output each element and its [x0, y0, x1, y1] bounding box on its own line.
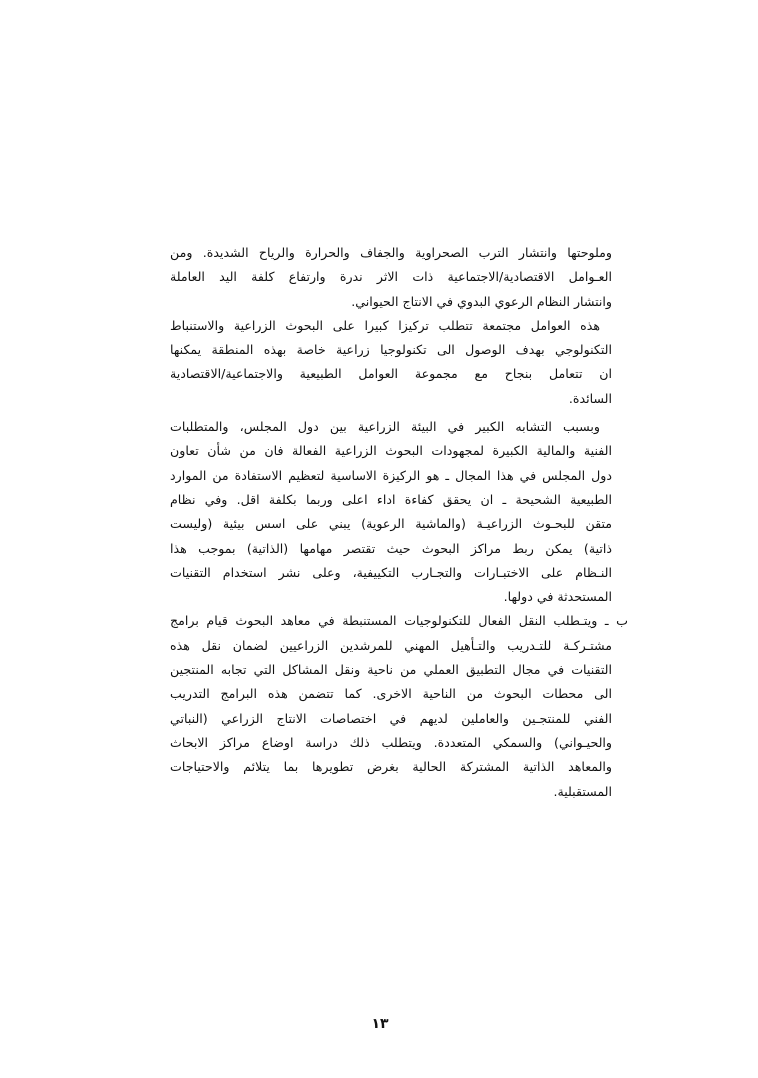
text-line: وانتشار النظام الرعوي البدوي في الانتاج الحيواني. — [351, 293, 612, 309]
paragraph — [170, 314, 612, 411]
text-line: ب ـ ويتـطلب النقل الفعال للتكنولوجيات المستنبطة في معاهد البحوث قيام برامج — [170, 613, 628, 629]
paragraph — [170, 415, 612, 609]
text-line: ذاتية) يمكن ربط مراكز البحوث حيث تقتصر مهامها (الذاتية) بموجب هذا — [170, 540, 612, 556]
text-line: متقن للبحـوث الزراعيـة (والماشية الرعوية) يبني على اسس بيئية (وليست — [170, 516, 612, 532]
text-line: وملوحتها وانتشار الترب الصحراوية والجفاف والحرارة والرياح الشديدة. ومن — [170, 245, 612, 260]
text-line: مشتـركـة للتـدريب والتـأهيل المهني للمرشدين الزراعيين لضمان نقل هذه — [170, 637, 612, 653]
text-line: الفنية والمالية الكبيرة لمجهودات البحوث الزراعية الفعالة فان من شأن تعاون — [170, 443, 612, 459]
text-line: الى محطات البحوث من الناحية الاخرى. كما تتضمن هذه البرامج التدريب — [170, 686, 612, 702]
text-line: المستحدثة في دولها. — [503, 589, 612, 605]
text-line: الطبيعية الشحيحة ـ ان يحقق كفاءة اداء اعلى وربما بكلفة اقل. وفي نظام — [170, 491, 612, 507]
text-line: النـظام على الاختبـارات والتجـارب التكييفية، وعلى نشر استخدام التقنيات — [170, 564, 612, 580]
text-line: السائدة. — [568, 390, 612, 406]
text-line: وبسبب التشابه الكبير في البيئة الزراعية بين دول المجلس، والمتطلبات — [170, 419, 600, 435]
text-line: والمعاهد الذاتية المشتركة الحالية بغرض تطويرها بما يتلائم والاحتياجات — [170, 759, 612, 775]
text-line: الفني للمنتجـين والعاملين لديهم في اختصاصات الانتاج الزراعي (النباتي — [170, 710, 612, 726]
text-line: التكنولوجي بهدف الوصول الى تكنولوجيا زراعية خاصة بهذه المنطقة يمكنها — [170, 342, 612, 358]
body-text — [170, 241, 628, 804]
text-line: ان تتعامل بنجاح مع مجموعة العوامل الطبيعية والاجتماعية/الاقتصادية — [170, 366, 612, 382]
page-number: ١٣ — [371, 1016, 389, 1032]
text-line: دول المجلس في هذا المجال ـ هو الركيزة الاساسية لتعظيم الاستفادة من الموارد — [170, 467, 612, 483]
text-line: العـوامل الاقتصادية/الاجتماعية ذات الاثر ندرة وارتفاع كلفة اليد العاملة — [170, 269, 612, 285]
text-line: هذه العوامل مجتمعة تتطلب تركيزا كبيرا على البحوث الزراعية والاستنباط — [170, 317, 600, 333]
text-line: التقنيات في مجال التطبيق العملي من ناحية ونقل المشاكل التي تجابه المنتجين — [170, 662, 612, 678]
paragraph — [170, 241, 612, 314]
text-line: والحيـواني) والسمكي المتعددة. ويتطلب ذلك دراسة اوضاع مراكز الابحاث — [170, 734, 612, 750]
text-line: المستقبلية. — [553, 783, 612, 799]
paragraph-list-item-b — [170, 609, 628, 803]
